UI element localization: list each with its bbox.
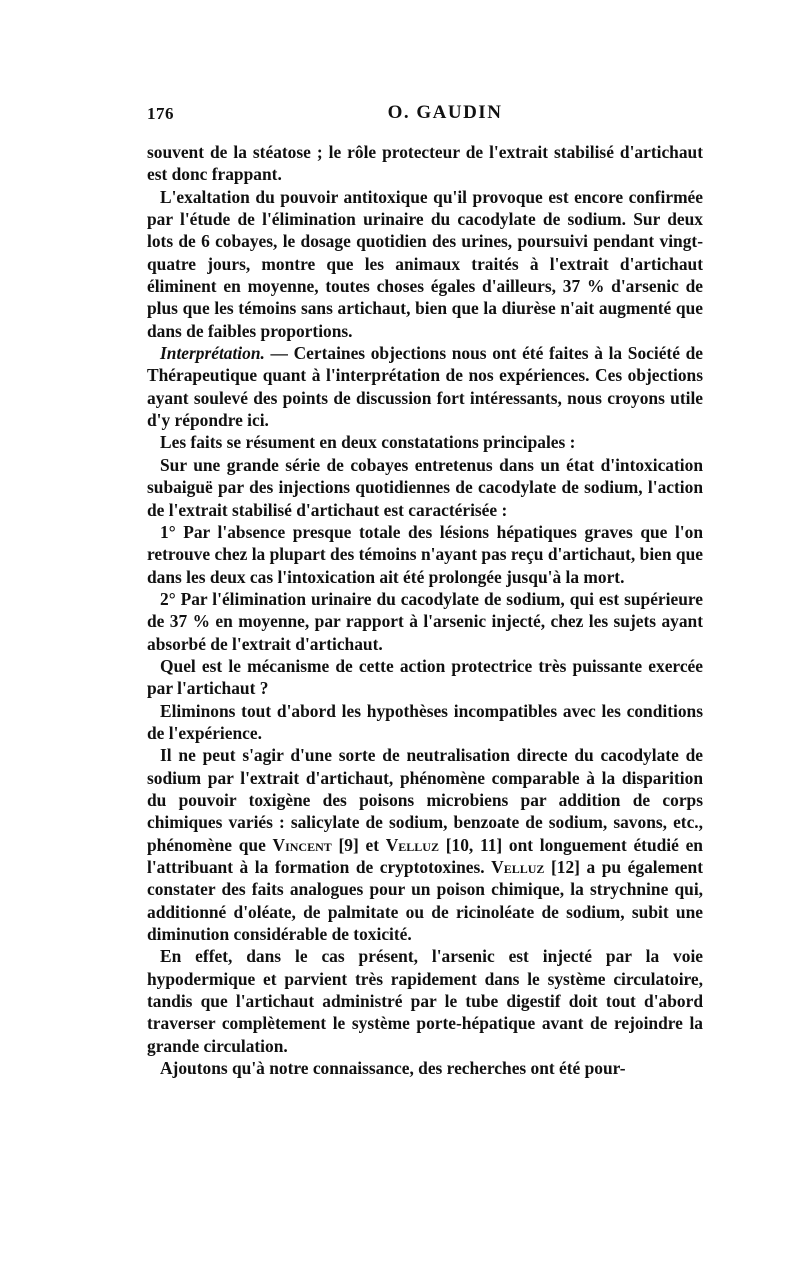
paragraph-eliminons: Eliminons tout d'abord les hypothèses incompatibles avec les conditions de l'expérience. xyxy=(147,700,703,743)
running-head-author: O. GAUDIN xyxy=(387,102,503,123)
list-item-2: 2° Par l'élimination urinaire du cacodylate de sodium, qui est supérieure de 37 % en moyenne, par rapport à l'arsenic injecté, chez les sujets ayant absorbé de l'extrait d'artichaut. xyxy=(147,588,703,654)
paragraph-exaltation: L'exaltation du pouvoir antitoxique qu'il provoque est encore confirmée par l'étude de l'élimination urinaire du cacodylate de sodium. Sur deux lots de 6 cobayes, le dosage quotidien des urines, poursuivi pendant vingt-quatre jours, montre que les animaux traités à l'extrait d'artichaut éliminent en moyenne, toutes choses égales d'ailleurs, 37 % d'arsenic de plus que les témoins sans artichaut, bien que la diurèse n'ait augmenté que dans de faibles proportions. xyxy=(147,186,703,341)
section-lead-interpretation: Interprétation. xyxy=(160,343,265,364)
paragraph-en-effet: En effet, dans le cas présent, l'arsenic est injecté par la voie hypodermique et parvient très rapidement dans le système circulatoire, tandis que l'artichaut administré par le tube digestif doit tout d'abord traverser complètement le système porte-hépatique avant de rejoindre la grande circulation. xyxy=(147,946,703,1056)
paragraph-steatose: souvent de la stéatose ; le rôle protecteur de l'extrait stabilisé d'artichaut est donc frappant. xyxy=(147,142,703,185)
page-header xyxy=(147,102,703,132)
author-name: Velluz xyxy=(491,857,545,877)
page-number: 176 xyxy=(147,104,174,123)
body-text xyxy=(147,141,703,1079)
paragraph-interpretation xyxy=(147,342,703,431)
author-name: Vincent xyxy=(272,834,332,855)
text-segment: [10, 11] ont longuement étudié en l'attribuant à la formation de cryptotoxines. xyxy=(147,834,703,877)
paragraph-ajoutons: Ajoutons qu'à notre connaissance, des recherches ont été pour- xyxy=(160,1058,626,1079)
paragraph-constatations: Les faits se résument en deux constatations principales : xyxy=(160,432,576,453)
paragraph-interpretation-text: — Certaines objections nous ont été faites à la Société de Thérapeutique quant à l'interprétation de nos expériences. Ces objections ayant soulevé des points de discussion fort intéressants, nous croyons utile d'y répondre ici. xyxy=(147,343,703,431)
paragraph-mecanisme: Quel est le mécanisme de cette action protectrice très puissante exercée par l'artichaut ? xyxy=(147,655,703,699)
text-segment: [9] et xyxy=(331,834,386,855)
list-item-1: 1° Par l'absence presque totale des lésions hépatiques graves que l'on retrouve chez la plupart des témoins n'ayant pas reçu d'artichaut, bien que dans les deux cas l'intoxication ait été prolongée jusqu'à la mort. xyxy=(147,521,703,587)
text-segment: Il ne peut s'agir d'une sorte de neutralisation directe du cacodylate de sodium par l'extrait d'artichaut, phénomène comparable à la disparition du pouvoir toxigène des poisons microbiens par addition de corps chimiques variés : salicylate de sodium, benzoate de sodium, savons, etc., phénomène que xyxy=(147,745,703,855)
author-name: Velluz xyxy=(385,834,439,855)
paragraph-serie-cobayes: Sur une grande série de cobayes entretenus dans un état d'intoxication subaiguë par des injections quotidiennes de cacodylate de sodium, l'action de l'extrait stabilisé d'artichaut est caractérisée : xyxy=(147,454,703,520)
paragraph-neutralisation xyxy=(147,744,703,945)
text-segment: [12] a pu également constater des faits analogues pour un poison chimique, la strychnine qui, additionné d'oléate, de palmitate ou de ricinoléate de sodium, subit une diminution considérable de toxicité. xyxy=(147,857,703,945)
